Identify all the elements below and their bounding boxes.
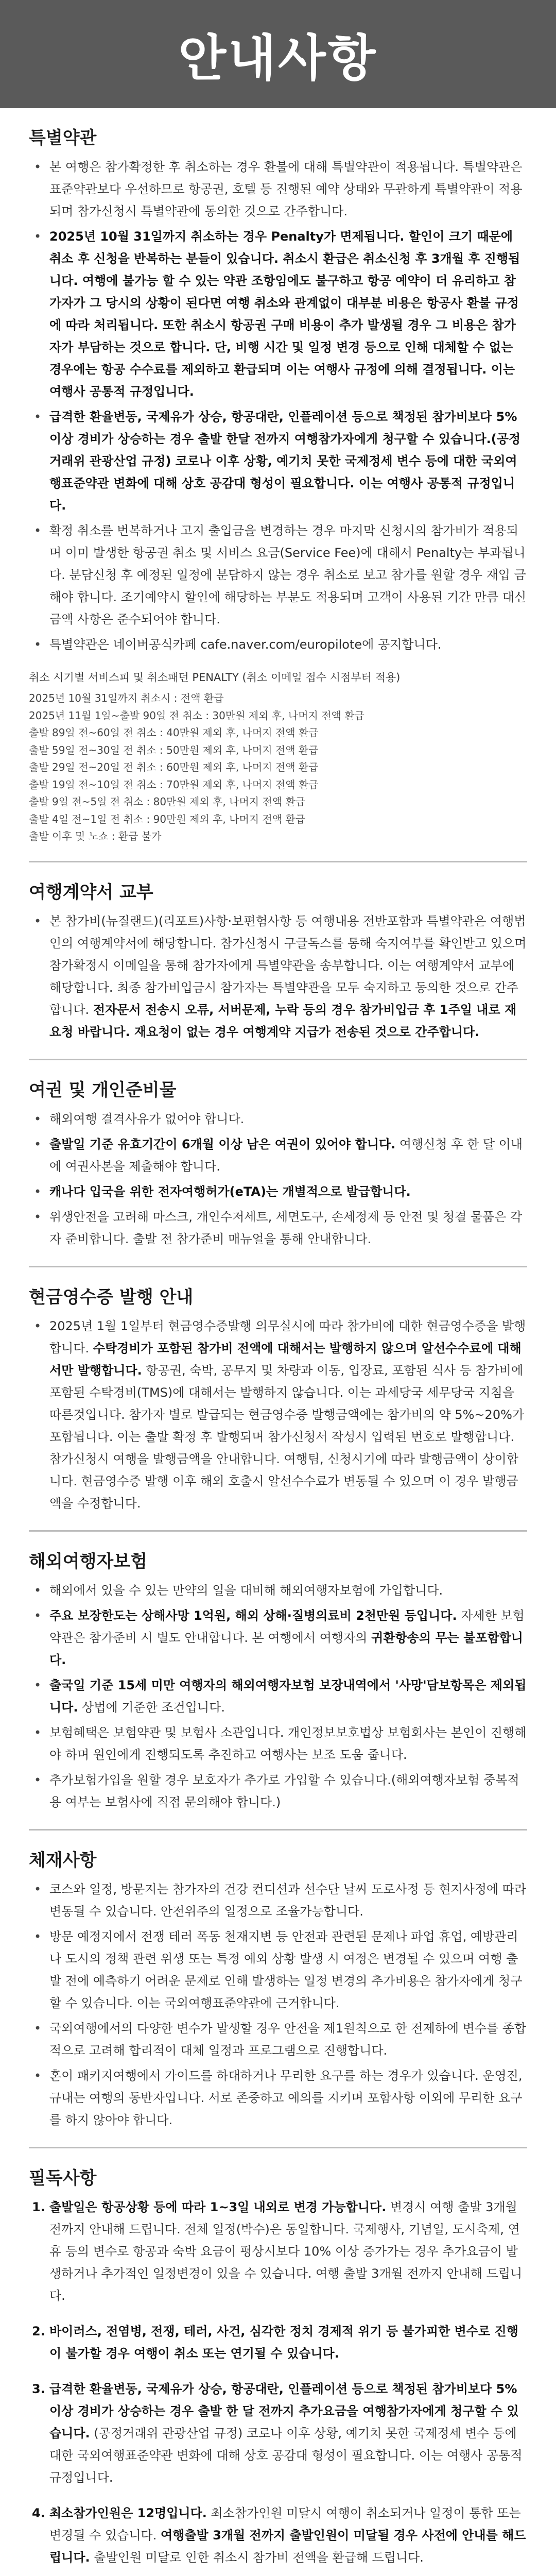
fee-table-title: 취소 시기별 서비스피 및 취소패던 PENALTY (취소 이메일 접수 시점부터 적용) xyxy=(29,671,401,684)
text-segment: 상법에 기준한 조건입니다. xyxy=(78,1700,225,1715)
fee-row: 출발 59일 전~30일 전 취소 : 50만원 제외 후, 나머지 전액 환급 xyxy=(29,743,319,756)
section-title: 필독사항 xyxy=(29,2167,97,2189)
list-item xyxy=(29,634,527,656)
numbered-list xyxy=(29,2196,527,2576)
fee-row: 출발 이후 및 노쇼 : 환급 불가 xyxy=(29,830,162,842)
section-title: 체재사항 xyxy=(29,1850,97,1871)
text-segment: 확정 취소를 번복하거나 고지 출입금을 변경하는 경우 마지막 신청시의 참가비가 적용되며 이미 발생한 항공권 취소 및 서비스 요금(Service Fee)에 대해서 Penalty는 부과됩니다. 분담신청 후 예정된 일정에 분담하지 않는 경우 취소로 보고 참가를 원할 경우 재입 금해야 합니다. 조기예약시 할인에 해당하는 부분도 적용되며 고객이 사용된 기간 만큼 대신 금액 사항은 준수되어야 합니다. xyxy=(49,523,527,626)
text-segment: (공정거래위 관광산업 규정) 코로나 이후 상황, 예기치 못한 국제정세 변수 등에 대한 국외여행표준약관 변화에 대해 상호 공감대 형성이 필요합니다. 이는 여행사 공통적 규정입니다. xyxy=(49,432,521,513)
fee-row: 출발 19일 전~10일 전 취소 : 70만원 제외 후, 나머지 전액 환급 xyxy=(29,778,319,791)
text-segment: 귀환항송의 무는 불포함합니다. xyxy=(49,1630,523,1667)
text-segment: (공정거래위 관광산업 규정) 코로나 이후 상황, 예기치 못한 국제정세 변수 등에 대한 국외여행표준약관 변화에 대해 상호 공감대 형성이 필요합니다. 이는 여행사 공통적 규정입니다. xyxy=(49,2426,523,2485)
section-title: 현금영수증 발행 안내 xyxy=(29,1286,194,1308)
bullet-list xyxy=(29,1580,527,1814)
text-segment: 해외에서 있을 수 있는 만약의 일을 대비해 해외여행자보험에 가입합니다. xyxy=(49,1583,443,1598)
text-segment: 해외여행 결격사유가 없어야 합니다. xyxy=(49,1111,245,1126)
numbered-item xyxy=(29,2320,527,2365)
list-item xyxy=(29,226,527,403)
section-title: 특별약관 xyxy=(29,128,97,148)
text-segment: 자세한 보험약관은 참가준비 시 별도 안내합니다. 본 여행에서 여행자의 xyxy=(49,1608,525,1645)
text-segment: 2025년 1월 1일부터 현금영수증발행 의무실시에 따라 참가비에 대한 현금영수증을 발행합니다. xyxy=(49,1318,526,1355)
section-title: 여행계약서 교부 xyxy=(29,882,153,903)
list-item xyxy=(29,1926,527,2014)
section-receipt xyxy=(29,1283,527,1515)
section-divider xyxy=(29,1530,527,1532)
fee-row: 출발 29일 전~20일 전 취소 : 60만원 제외 후, 나머지 전액 환급 xyxy=(29,761,319,773)
fee-row: 출발 4일 전~1일 전 취소 : 90만원 제외 후, 나머지 전액 환급 xyxy=(29,812,306,825)
numbered-item xyxy=(29,2378,527,2489)
text-segment: 바이러스, 전염병, 전쟁, 테러, 사건, 심각한 정치 경제적 위기 등 불가피한 변수로 진행이 불가할 경우 여행이 취소 또는 연기될 수 있습니다. xyxy=(49,2324,518,2361)
list-item xyxy=(29,156,527,223)
section-passport xyxy=(29,1076,527,1250)
list-item xyxy=(29,520,527,631)
text-segment: 국외여행에서의 다양한 변수가 발생할 경우 안전을 제1원칙으로 한 전제하에 변수를 종합적으로 고려해 합리적이 대체 일정과 프로그램으로 진행합니다. xyxy=(49,2021,527,2058)
section-stay xyxy=(29,1846,527,2131)
bullet-list xyxy=(29,1108,527,1250)
numbered-item xyxy=(29,2502,527,2569)
text-segment: 캐나다 입국을 위한 전자여행허가(eTA)는 개별적으로 발급합니다. xyxy=(49,1184,411,1199)
text-segment: 출국일 기준 15세 미만 여행자의 해외여행자보험 보장내역에서 '사망'담보항목은 제외됩니다. xyxy=(49,1677,527,1715)
bullet-list xyxy=(29,910,527,1043)
list-item xyxy=(29,1108,527,1130)
text-segment: 코스와 일정, 방문지는 참가자의 건강 컨디션과 선수단 날씨 도로사정 등 현지사정에 따라 변동될 수 있습니다. 안전위주의 일정으로 조율가능합니다. xyxy=(49,1882,527,1919)
page-title: 안내사항 xyxy=(178,29,378,87)
text-segment: 보험혜택은 보험약관 및 보험사 소관입니다. 개인정보보호법상 보험회사는 본인이 진행해야 하며 원인에게 진행되도록 추진하고 여행사는 보조 도움 줍니다. xyxy=(49,1725,527,1762)
content-area xyxy=(0,124,556,2576)
fee-row: 출발 89일 전~60일 전 취소 : 40만원 제외 후, 나머지 전액 환급 xyxy=(29,726,319,739)
list-item xyxy=(29,1133,527,1178)
text-segment: 위생안전을 고려해 마스크, 개인수저세트, 세면도구, 손세정제 등 안전 및 청결 물품은 각자 준비합니다. 출발 전 참가준비 매뉴얼을 통해 안내합니다. xyxy=(49,1209,523,1246)
text-segment: 수탁경비가 포함된 참가비 전액에 대해서는 발행하지 않으며 알선수수료에 대해서만 발행합니다. xyxy=(49,1341,522,1378)
text-segment: 항공권, 숙박, 공무지 및 차량과 이동, 입장료, 포함된 식사 등 참가비에 포함된 수탁경비(TMS)에 대해서는 발행하지 않습니다. 이는 과세당국 세무당국 지침을 따른것입니다. 참가자 별로 발급되는 현금영수증 발행금액에는 참가비의 약 5%~20%가 포함됩니다. 이는 출발 확정 후 발행되며 참가신청서 작성시 입력된 번호로 발행합니다. 참가신청시 여행을 발행금액을 안내합니다. 여행팀, 신청시기에 따라 발행금액이 상이합니다. 현금영수증 발행 이후 해외 호출시 알선수수료가 변동될 수 있으며 이 경우 발행금액을 수정합니다. xyxy=(49,1363,525,1511)
list-item xyxy=(29,2018,527,2062)
text-segment: 추가보험가입을 원할 경우 보호자가 추가로 가입할 수 있습니다.(해외여행자보험 중복적용 여부는 보험사에 직접 문의해야 합니다.) xyxy=(49,1772,519,1809)
text-segment: 출발인원 미달로 인한 취소시 참가비 전액을 환급해 드립니다. xyxy=(90,2550,424,2565)
text-segment: 최소참가인원은 12명입니다. xyxy=(49,2505,207,2520)
item-number: 2. xyxy=(32,2324,45,2338)
text-segment: 출발일은 항공상황 등에 따라 1~3일 내외로 변경 가능합니다. xyxy=(49,2199,387,2214)
section-divider xyxy=(29,1059,527,1060)
list-item xyxy=(29,1206,527,1250)
list-item xyxy=(29,1722,527,1766)
text-segment: 주요 보장한도는 상해사망 1억원, 해외 상해·질병의료비 2천만원 등입니다. xyxy=(49,1608,457,1623)
list-item xyxy=(29,910,527,1043)
fee-row: 출발 9일 전~5일 전 취소 : 80만원 제외 후, 나머지 전액 환급 xyxy=(29,795,306,808)
fee-row: 2025년 11월 1일~출발 90일 전 취소 : 30만원 제외 후, 나머지 전액 환급 xyxy=(29,709,364,722)
text-segment: 본 참가비(뉴질랜드)(리포트)사항·보편험사항 등 여행내용 전반포함과 특별약관은 여행법인의 여행계약서에 해당합니다. 참가신청시 구글독스를 통해 숙지여부를 확인받고 있으며 참가확정시 이메일을 통해 참가자에게 특별약관을 송부합니다. 이는 여행계약서 교부에 해당합니다. 최종 참가비입금시 참가자는 특별약관을 모두 숙지하고 동의한 것으로 간주합니다. xyxy=(49,913,527,1017)
text-segment: 2025년 10월 31일까지 취소하는 경우 Penalty가 면제됩니다. 할인이 크기 때문에 취소 후 신청을 반복하는 분들이 있습니다. 취소시 환급은 취소신청 후 3개월 후 진행됩니다. 여행에 불가능 할 수 있는 약관 조항임에도 불구하고 항공 예약이 더 유리하고 참가자가 그 당시의 상황이 된다면 여행 취소와 관계없이 대부분 비용은 항공사 환불 규정에 따라 처리됩니다. 또한 취소시 항공권 구매 비용이 추가 발생될 경우 그 비용은 참가자가 부담하는 것으로 합니다. 단, 비행 시간 및 일정 변경 등으로 인해 대체할 수 없는 경우에는 항공 수수료를 제외하고 환급되며 이는 여행사 규정에 의해 결정됩니다. 이는 여행사 공통적 규정입니다. xyxy=(49,229,520,399)
numbered-item xyxy=(29,2196,527,2307)
text-segment: 혼이 패키지여행에서 가이드를 하대하거나 무리한 요구를 하는 경우가 있습니다. 운영진, 규내는 여행의 동반자입니다. 서로 존중하고 예의를 지키며 포함사항 이외에 무리한 요구를 하지 않아야 합니다. xyxy=(49,2068,523,2127)
section-insurance xyxy=(29,1547,527,1814)
list-item xyxy=(29,406,527,517)
list-item xyxy=(29,1181,527,1203)
text-segment: 본 여행은 참가확정한 후 취소하는 경우 환불에 대해 특별약관이 적용됩니다. 특별약관은 표준약관보다 우선하므로 항공권, 호텔 등 진행된 예약 상태와 무관하게 특별약관이 적용되며 참가신청시 특별약관에 동의한 것으로 간주합니다. xyxy=(49,160,523,218)
section-title: 해외여행자보험 xyxy=(29,1551,147,1572)
fee-row: 2025년 10월 31일까지 취소시 : 전액 환급 xyxy=(29,692,224,704)
text-segment: 변경시 여행 출발 3개월 전까지 안내해 드립니다. 전체 일정(박수)은 동일합니다. 국제행사, 기념일, 도시축제, 연휴 등의 변수로 항공과 숙박 요금이 평상시보다 10% 이상 증가가는 경우 추가요금이 발생하거나 추가적인 일정변경이 있을 수 있습니다. 여행 출발 3개월 전까지 안내해 드립니다. xyxy=(49,2199,523,2303)
list-item xyxy=(29,1878,527,1923)
text-segment: 최소참가인원 미달시 여행이 취소되거나 일정이 통합 또는 변경될 수 있습니다. xyxy=(49,2505,521,2543)
item-number: 4. xyxy=(32,2505,45,2520)
section-divider xyxy=(29,861,527,862)
list-item xyxy=(29,1580,527,1602)
section-travel-terms xyxy=(29,878,527,1043)
item-number: 3. xyxy=(32,2381,45,2396)
list-item xyxy=(29,1315,527,1515)
bullet-list xyxy=(29,1315,527,1515)
text-segment: 급격한 환율변동, 국제유가 상승, 항공대란, 인플레이션 등으로 책정된 참가비보다 5% 이상 경비가 상승하는 경우 출발 한 달 전까지 추가요금을 여행참가자에게 청구할 수 있습니다. xyxy=(49,2381,519,2441)
text-segment: 여행신청 후 한 달 이내에 여권사본을 제출해야 합니다. xyxy=(49,1137,523,1174)
list-item xyxy=(29,1769,527,1814)
list-item xyxy=(29,1605,527,1671)
item-number: 1. xyxy=(32,2199,45,2214)
text-segment: 급격한 환율변동, 국제유가 상승, 항공대란, 인플레이션 등으로 책정된 참가비보다 5% 이상 경비가 상승하는 경우 출발 한달 전까지 여행참가자에게 청구할 수 있습니다. xyxy=(49,410,517,446)
section-divider xyxy=(29,1266,527,1267)
section-special-terms xyxy=(29,124,527,845)
text-segment: 여행출발 3개월 전까지 출발인원이 미달될 경우 사전에 안내를 해드립니다. xyxy=(49,2528,526,2565)
section-title: 여권 및 개인준비물 xyxy=(29,1079,177,1100)
section-notes xyxy=(29,2164,527,2576)
text-segment: 전자문서 전송시 오류, 서버문제, 누락 등의 경우 참가비입금 후 1주일 내로 재요청 바랍니다. 재요청이 없는 경우 여행계약 지급가 전송된 것으로 간주합니다. xyxy=(49,1002,517,1039)
section-divider xyxy=(29,1829,527,1831)
hero-banner xyxy=(0,0,556,108)
list-item xyxy=(29,1674,527,1719)
bullet-list xyxy=(29,1878,527,2131)
bullet-list xyxy=(29,156,527,656)
text-segment: 방문 예정지에서 전쟁 테러 폭동 천재지변 등 안전과 관련된 문제나 파업 휴업, 예방관리나 도시의 정책 관련 위생 또는 특정 예외 상황 발생 시 여정은 변경될 수 있으며 여행 출발 전에 예측하기 어려운 문제로 인해 발생하는 일정 변경의 추가비용은 참가자에게 청구할 수 있습니다. 이는 국외여행표준약관에 근거합니다. xyxy=(49,1929,523,2010)
text-segment: 특별약관은 네이버공식카페 cafe.naver.com/europilote에 공지합니다. xyxy=(49,637,442,652)
text-segment: 출발일 기준 유효기간이 6개월 이상 남은 여권이 있어야 합니다. xyxy=(49,1137,396,1151)
list-item xyxy=(29,2065,527,2131)
section-divider xyxy=(29,2147,527,2148)
